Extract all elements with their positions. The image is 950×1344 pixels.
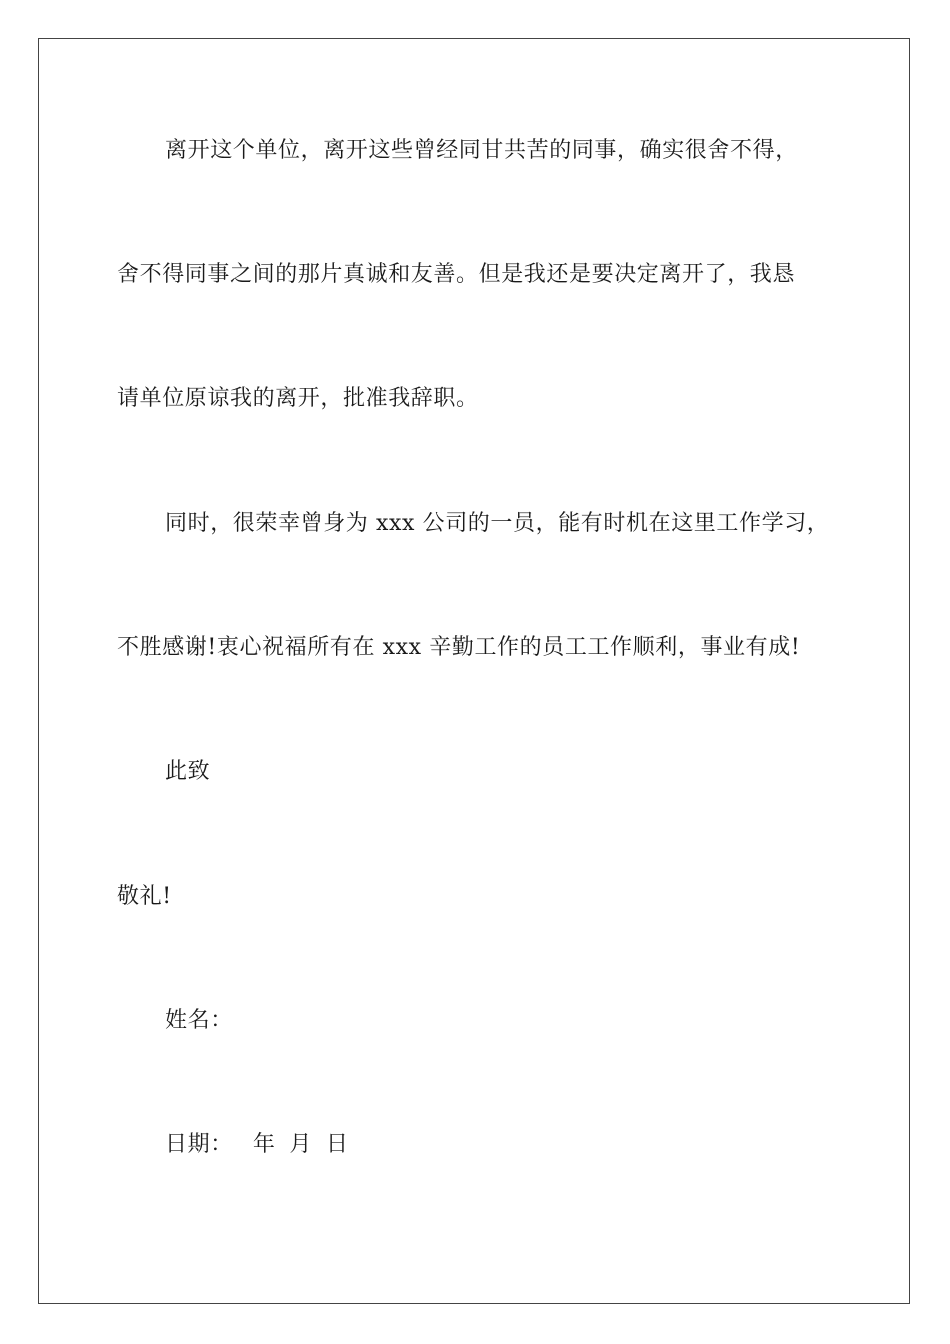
date-label: 日期： [165, 1132, 233, 1157]
date-year: 年 [252, 1132, 276, 1157]
salute-text: 敬礼! [117, 884, 172, 909]
page-border [38, 38, 910, 1304]
paragraph-1-line-3: 请单位原谅我的离开，批准我辞职。 [117, 386, 479, 411]
date-line [165, 1130, 349, 1160]
paragraph-1-line-1: 离开这个单位，离开这些曾经同甘共苦的同事，确实很舍不得， [165, 138, 798, 163]
paragraph-2-line-1: 同时，很荣幸曾身为 xxx 公司的一员，能有时机在这里工作学习， [165, 511, 830, 536]
paragraph-1-line-2: 舍不得同事之间的那片真诚和友善。但是我还是要决定离开了，我恳 [117, 262, 796, 287]
signature-name-label: 姓名： [165, 1008, 233, 1033]
closing-text: 此致 [165, 759, 211, 784]
paragraph-2-line-2: 不胜感谢!衷心祝福所有在 xxx 辛勤工作的员工工作顺利，事业有成! [117, 635, 801, 660]
date-day: 日 [326, 1132, 349, 1157]
date-month: 月 [289, 1132, 313, 1157]
